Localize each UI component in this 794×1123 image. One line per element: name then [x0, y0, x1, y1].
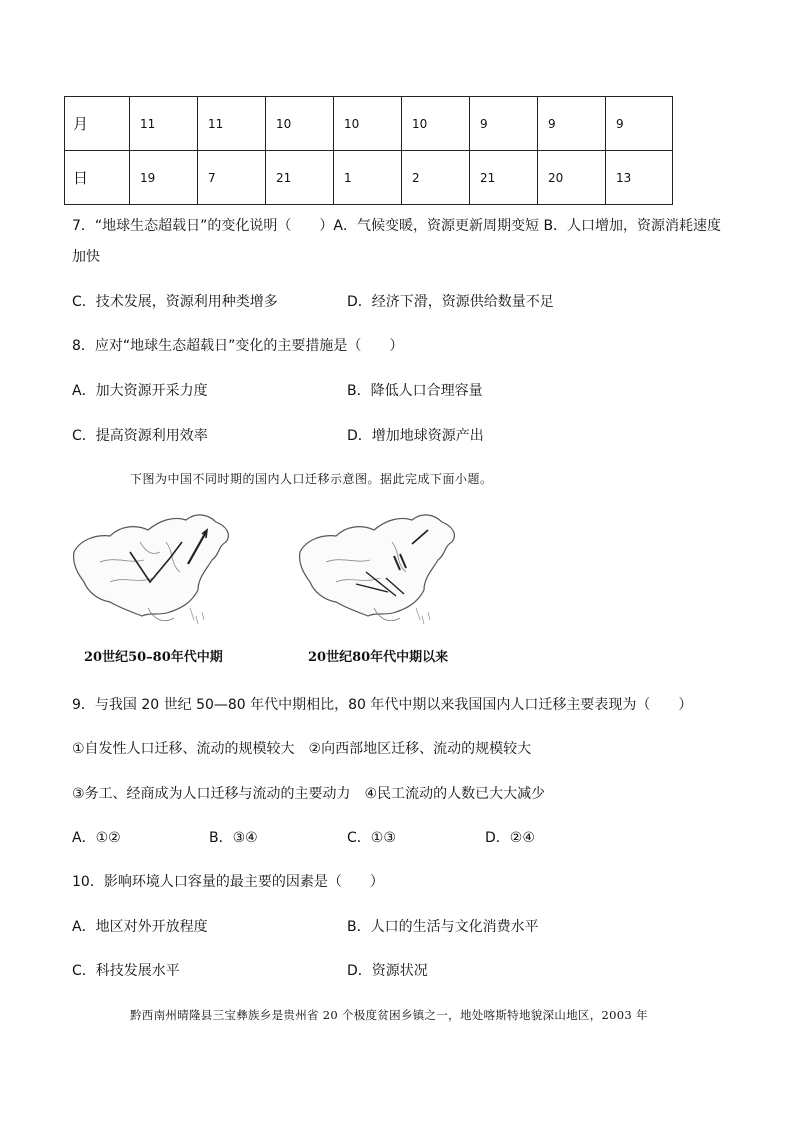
q8-stem: 8．应对“地球生态超载日”变化的主要措施是（ ） — [72, 338, 404, 354]
q8-option-d: D．增加地球资源产出 — [347, 428, 484, 444]
table-cell: 19 — [130, 151, 198, 205]
table-cell: 9 — [538, 97, 606, 151]
table-cell: 9 — [606, 97, 673, 151]
table-row-month — [65, 97, 673, 151]
q10-option-c: C．科技发展水平 — [72, 963, 180, 979]
q7-stem-cont: 加快 — [72, 249, 100, 265]
q8-option-c: C．提高资源利用效率 — [72, 428, 208, 444]
q9-statements-1: ①自发性人口迁移、流动的规模较大 ②向西部地区迁移、流动的规模较大 — [72, 741, 532, 757]
figure-intro: 下图为中国不同时期的国内人口迁移示意图。据此完成下面小题。 — [130, 472, 493, 486]
table-cell: 11 — [198, 97, 266, 151]
date-table — [64, 96, 673, 205]
table-cell: 10 — [334, 97, 402, 151]
china-migration-map-1 — [70, 512, 240, 640]
q8-option-a: A．加大资源开采力度 — [72, 383, 208, 399]
q9-option-d: D．②④ — [485, 830, 535, 846]
passage-text: 黔西南州晴隆县三宝彝族乡是贵州省 20 个极度贫困乡镇之一，地处喀斯特地貌深山地区，2003 年 — [130, 1008, 648, 1022]
q10-option-b: B．人口的生活与文化消费水平 — [347, 919, 539, 935]
q9-option-b: B．③④ — [209, 830, 258, 846]
table-cell: 21 — [266, 151, 334, 205]
q7-option-d: D．经济下滑，资源供给数量不足 — [347, 294, 554, 310]
q8-option-b: B．降低人口合理容量 — [347, 383, 483, 399]
q7-option-c: C．技术发展，资源利用种类增多 — [72, 294, 278, 310]
row-label-month: 月 — [65, 97, 130, 151]
q9-stem: 9．与我国 20 世纪 50—80 年代中期相比，80 年代中期以来我国国内人口迁移主要表现为（ ） — [72, 697, 693, 713]
china-migration-map-2 — [296, 512, 466, 640]
table-row-day — [65, 151, 673, 205]
map2-caption: 20世纪80年代中期以来 — [308, 650, 449, 665]
q9-statements-2: ③务工、经商成为人口迁移与流动的主要动力 ④民工流动的人数已大大减少 — [72, 786, 546, 802]
q10-stem: 10．影响环境人口容量的最主要的因素是（ ） — [72, 874, 384, 890]
q9-option-a: A．①② — [72, 830, 121, 846]
table-cell: 7 — [198, 151, 266, 205]
table-cell: 13 — [606, 151, 673, 205]
table-cell: 21 — [470, 151, 538, 205]
map1-caption: 20世纪50–80年代中期 — [84, 650, 223, 665]
table-cell: 10 — [402, 97, 470, 151]
q10-option-d: D．资源状况 — [347, 963, 428, 979]
q9-option-c: C．①③ — [347, 830, 396, 846]
table-cell: 20 — [538, 151, 606, 205]
table-cell: 9 — [470, 97, 538, 151]
q10-option-a: A．地区对外开放程度 — [72, 919, 208, 935]
table-cell: 2 — [402, 151, 470, 205]
q7-stem: 7．“地球生态超载日”的变化说明（ ）A．气候变暖，资源更新周期变短 B．人口增加，资源消耗速度 — [72, 218, 722, 234]
table-cell: 10 — [266, 97, 334, 151]
row-label-day: 日 — [65, 151, 130, 205]
table-cell: 11 — [130, 97, 198, 151]
table-cell: 1 — [334, 151, 402, 205]
